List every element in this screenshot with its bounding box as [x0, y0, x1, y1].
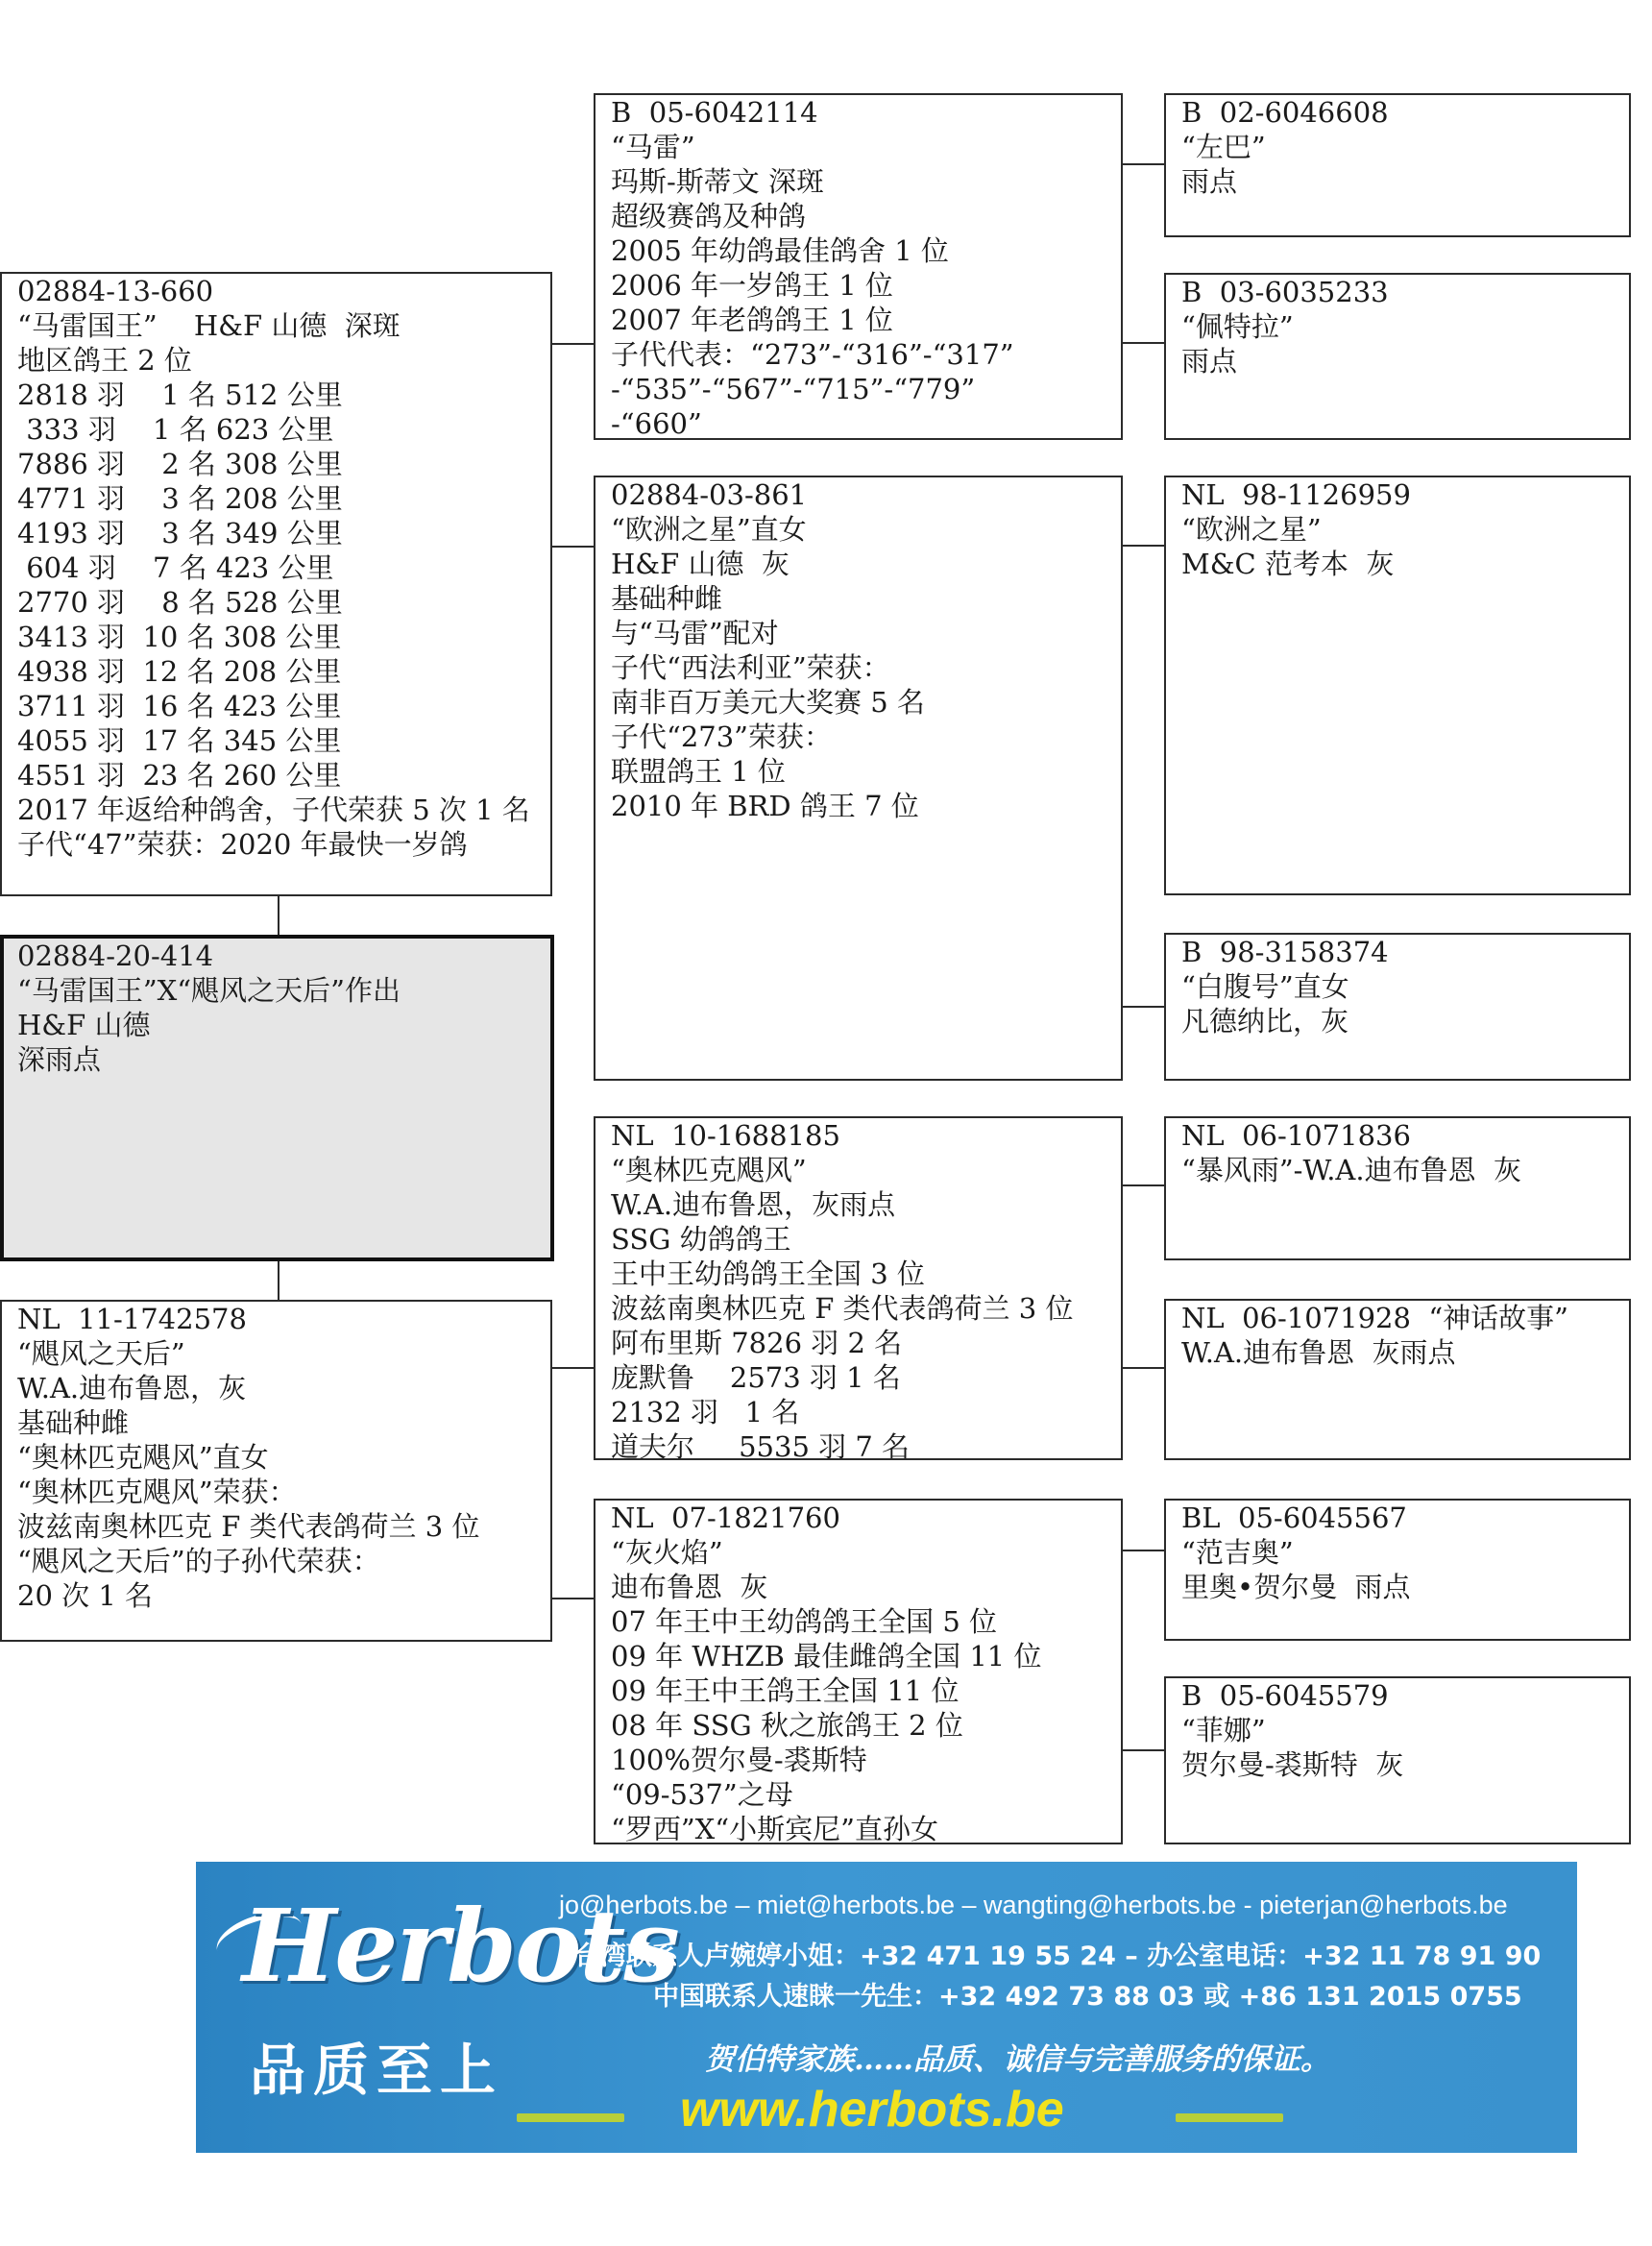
bird-name: “奥林匹克飓风”: [611, 1154, 807, 1186]
sire-result: 3711 羽 16 名 423 公里: [17, 690, 342, 722]
dam-detail: 基础种雌: [17, 1406, 130, 1439]
connector: [551, 546, 594, 548]
sire-sire-card: [594, 93, 1123, 440]
dam-detail: W.A.迪布鲁恩，灰: [17, 1372, 247, 1404]
dam-detail: “奥林匹克飓风”荣获：: [17, 1476, 297, 1508]
sire-result: 604 羽 7 名 423 公里: [17, 551, 334, 584]
bird-name: “暴风雨”-W.A.迪布鲁恩 灰: [1181, 1154, 1522, 1186]
ring-number: B 98-3158374: [1181, 936, 1389, 968]
bird-detail: 凡德纳比，灰: [1181, 1005, 1349, 1038]
herbots-banner: [196, 1862, 1577, 2153]
divider: [517, 2113, 624, 2122]
bird-detail: 雨点: [1181, 165, 1238, 198]
bird-name: “马雷”: [611, 131, 695, 163]
bird-detail: 2010 年 BRD 鸽王 7 位: [611, 790, 919, 822]
bird-detail: 雨点: [1181, 345, 1238, 378]
bird-detail: M&C 范考本 灰: [1181, 548, 1395, 580]
bird-detail: -“535”-“567”-“715”-“779”: [611, 373, 976, 405]
bird-detail: 与“马雷”配对: [611, 617, 779, 649]
connector: [1122, 1749, 1164, 1751]
bird-name: “灰火焰”: [611, 1536, 723, 1569]
sire-result: 4055 羽 17 名 345 公里: [17, 724, 342, 757]
bird-detail: 联盟鸽王 1 位: [611, 755, 786, 788]
connector: [278, 1261, 279, 1300]
bird-detail: 09 年 WHZB 最佳雌鸽全国 11 位: [611, 1640, 1042, 1672]
dam-card: [0, 1300, 552, 1642]
bird-name: “欧洲之星”: [1181, 513, 1322, 546]
bird-detail: 里奥•贺尔曼 雨点: [1181, 1571, 1411, 1603]
website-link[interactable]: www.herbots.be: [680, 2082, 1064, 2137]
sire-note: 2017 年返给种鸽舍，子代荣获 5 次 1 名: [17, 793, 530, 826]
bird-detail: 07 年王中王幼鸽鸽王全国 5 位: [611, 1605, 998, 1638]
bird-detail: 波兹南奥林匹克 F 类代表鸽荷兰 3 位: [611, 1292, 1074, 1325]
ring-number: B 05-6045579: [1181, 1679, 1389, 1712]
sire-result: 4193 羽 3 名 349 公里: [17, 517, 343, 549]
sire-sire-dam-card: [1164, 273, 1631, 440]
dam-ring-number: NL 11-1742578: [17, 1303, 247, 1335]
sire-result: 2818 羽 1 名 512 公里: [17, 378, 343, 411]
sire-name: “马雷国王” H&F 山德 深斑: [17, 309, 401, 342]
bird-detail: 2006 年一岁鸽王 1 位: [611, 269, 893, 302]
divider: [1176, 2113, 1283, 2122]
ring-number: NL 06-1071928 “神话故事”: [1181, 1302, 1569, 1334]
sire-result: 4938 羽 12 名 208 公里: [17, 655, 342, 688]
connector: [278, 896, 279, 935]
sire-dam-dam-card: [1164, 933, 1631, 1081]
connector: [1122, 342, 1164, 344]
bird-detail: 09 年王中王鸽王全国 11 位: [611, 1674, 960, 1707]
bird-detail: 超级赛鸽及种鸽: [611, 200, 807, 232]
connector: [551, 343, 594, 345]
sire-result: 4551 羽 23 名 260 公里: [17, 759, 342, 792]
dam-detail: 波兹南奥林匹克 F 类代表鸽荷兰 3 位: [17, 1510, 480, 1543]
subject-name: “马雷国王”X“飓风之天后”作出: [17, 974, 401, 1007]
sire-result: 2770 羽 8 名 528 公里: [17, 586, 343, 619]
bird-name: “白腹号”直女: [1181, 970, 1349, 1003]
sire-result: 4771 羽 3 名 208 公里: [17, 482, 343, 515]
subject-detail: 深雨点: [17, 1043, 102, 1076]
email-addresses[interactable]: jo@herbots.be – miet@herbots.be – wangting@herbots.be - pieterjan@herbots.be: [559, 1891, 1508, 1919]
subject-ring-number: 02884-20-414: [17, 940, 214, 972]
dam-dam-dam-card: [1164, 1676, 1631, 1844]
connector: [1122, 1006, 1164, 1008]
bird-detail: 道夫尔 5535 羽 7 名: [611, 1430, 910, 1460]
bird-detail: 100%贺尔曼-裘斯特: [611, 1744, 867, 1776]
dam-dam-card: [594, 1499, 1123, 1844]
bird-detail: “罗西”X“小斯宾尼”直孙女: [611, 1813, 938, 1844]
ring-number: B 05-6042114: [611, 96, 818, 129]
contact-taiwan: 台湾联系人卢婉婷小姐：+32 471 19 55 24 – 办公室电话：+32 11 78 91 90: [574, 1941, 1542, 1971]
dam-name: “飓风之天后”: [17, 1337, 185, 1370]
connector: [551, 1367, 594, 1369]
subject-detail: H&F 山德: [17, 1009, 151, 1041]
ring-number: 02884-03-861: [611, 478, 808, 511]
bird-detail: H&F 山德 灰: [611, 548, 790, 580]
sire-detail: 地区鸽王 2 位: [17, 344, 192, 377]
sire-result: 7886 羽 2 名 308 公里: [17, 448, 343, 480]
dam-detail: “奥林匹克飓风”直女: [17, 1441, 269, 1474]
sire-sire-sire-card: [1164, 93, 1631, 237]
dam-sire-card: [594, 1116, 1123, 1460]
bird-detail: 子代“西法利亚”荣获：: [611, 651, 890, 684]
dam-detail: 20 次 1 名: [17, 1579, 154, 1612]
bird-detail: 08 年 SSG 秋之旅鸽王 2 位: [611, 1709, 963, 1742]
connector: [1122, 545, 1164, 547]
bird-detail: 2007 年老鸽鸽王 1 位: [611, 304, 893, 336]
sire-card: [0, 272, 552, 896]
bird-detail: 子代“273”荣获：: [611, 720, 833, 753]
ring-number: BL 05-6045567: [1181, 1501, 1407, 1534]
bird-name: “菲娜”: [1181, 1714, 1266, 1746]
bird-name: “佩特拉”: [1181, 310, 1294, 343]
sire-result: 3413 羽 10 名 308 公里: [17, 621, 342, 653]
sire-ring-number: 02884-13-660: [17, 275, 214, 307]
sire-dam-card: [594, 476, 1123, 1081]
bird-detail: 玛斯-斯蒂文 深斑: [611, 165, 825, 198]
herbots-logo: Herbots: [242, 1887, 678, 2005]
ring-number: NL 98-1126959: [1181, 478, 1411, 511]
bird-detail: “09-537”之母: [611, 1778, 793, 1811]
bird-detail: 2132 羽 1 名: [611, 1396, 800, 1428]
bird-detail: 阿布里斯 7826 羽 2 名: [611, 1327, 903, 1359]
ring-number: B 02-6046608: [1181, 96, 1389, 129]
bird-detail: 南非百万美元大奖赛 5 名: [611, 686, 925, 719]
bird-detail: 迪布鲁恩 灰: [611, 1571, 768, 1603]
dam-detail: “飓风之天后”的子孙代荣获：: [17, 1545, 380, 1577]
ring-number: NL 10-1688185: [611, 1119, 840, 1152]
slogan: 品质至上: [250, 2038, 504, 2103]
bird-detail: -“660”: [611, 407, 702, 440]
bird-detail: 贺尔曼-裘斯特 灰: [1181, 1748, 1404, 1781]
tagline: 贺伯特家族……品质、诚信与完善服务的保证。: [705, 2042, 1330, 2077]
subject-card: [0, 935, 554, 1261]
sire-note: 子代“47”荣获：2020 年最快一岁鸽: [17, 828, 468, 861]
ring-number: NL 07-1821760: [611, 1501, 840, 1534]
dam-dam-sire-card: [1164, 1499, 1631, 1641]
dam-sire-sire-card: [1164, 1116, 1631, 1260]
connector: [1122, 1367, 1164, 1369]
ring-number: B 03-6035233: [1181, 276, 1389, 308]
bird-name: “欧洲之星”直女: [611, 513, 807, 546]
connector: [551, 1598, 594, 1599]
sire-dam-sire-card: [1164, 476, 1631, 895]
bird-name: “范吉奥”: [1181, 1536, 1294, 1569]
bird-detail: 子代代表：“273”-“316”-“317”: [611, 338, 1014, 371]
bird-detail: W.A.迪布鲁恩，灰雨点: [611, 1188, 896, 1221]
connector: [1122, 1550, 1164, 1551]
bird-detail: SSG 幼鸽鸽王: [611, 1223, 791, 1256]
connector: [1122, 163, 1164, 165]
bird-detail: W.A.迪布鲁恩 灰雨点: [1181, 1336, 1456, 1369]
connector: [1122, 1184, 1164, 1186]
dam-sire-dam-card: [1164, 1299, 1631, 1460]
bird-detail: 2005 年幼鸽最佳鸽舍 1 位: [611, 234, 949, 267]
contact-china: 中国联系人速睐一先生：+32 492 73 88 03 或 +86 131 2015 0755: [653, 1982, 1522, 2012]
ring-number: NL 06-1071836: [1181, 1119, 1411, 1152]
bird-detail: 王中王幼鸽鸽王全国 3 位: [611, 1257, 925, 1290]
bird-name: “左巴”: [1181, 131, 1266, 163]
bird-detail: 庞默鲁 2573 羽 1 名: [611, 1361, 901, 1394]
bird-detail: 基础种雌: [611, 582, 723, 615]
sire-result: 333 羽 1 名 623 公里: [17, 413, 334, 446]
